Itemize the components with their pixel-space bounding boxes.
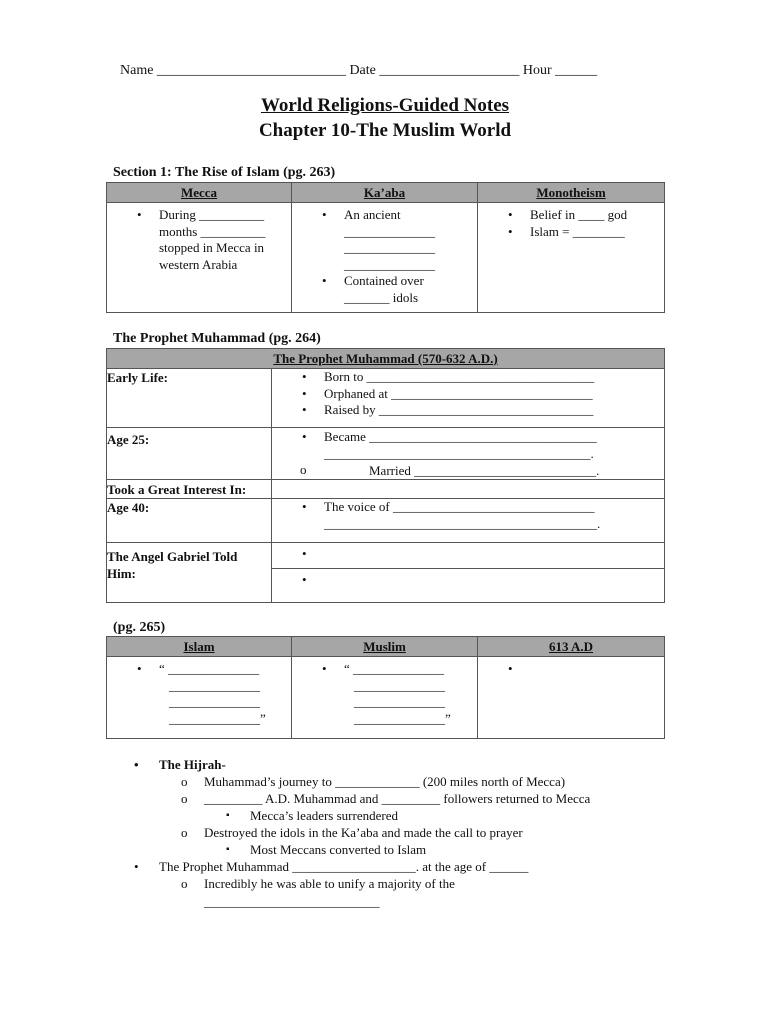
- born-to: • Born to ___________________________________: [324, 369, 664, 386]
- mono-bullet-2: • Islam = ________: [530, 224, 664, 241]
- gabriel-cell-1[interactable]: [272, 543, 665, 569]
- date-field[interactable]: Date ____________________: [349, 63, 520, 78]
- page-title: World Religions-Guided Notes: [260, 95, 510, 116]
- kaaba-bullet-2: • Contained over _______ idols: [344, 273, 477, 306]
- interest-cell[interactable]: [272, 480, 665, 499]
- col-613: 613 A.D: [478, 637, 665, 657]
- header-line: [113, 47, 597, 79]
- col-kaaba: Ka’aba: [292, 183, 478, 203]
- kaaba-bullet-1: • An ancient ______________ ______________ ______________: [344, 207, 477, 273]
- interest-label: Took a Great Interest In:: [107, 480, 272, 499]
- unify-line: ___________________________: [204, 894, 380, 909]
- mecca-bullet: • During __________ months __________ stopped in Mecca in western Arabia: [159, 207, 291, 273]
- col-monotheism: Monotheism: [478, 183, 665, 203]
- orphaned-at: • Orphaned at _______________________________: [324, 386, 664, 403]
- section3-table: [106, 636, 665, 739]
- islam-cell[interactable]: [107, 657, 292, 739]
- islam-bullet: • “ ______________ ______________ ______________ ______________”: [159, 661, 291, 727]
- age25-cell[interactable]: [272, 428, 665, 480]
- converted-item: ▪ Most Meccans converted to Islam: [134, 841, 590, 858]
- unify-item: o Incredibly he was able to unify a majority of the: [134, 875, 590, 892]
- raised-by: • Raised by _________________________________: [324, 402, 664, 419]
- 613-bullet: [530, 661, 664, 678]
- hijrah-outline: [134, 756, 590, 910]
- age25-label: Age 25:: [107, 428, 272, 480]
- destroyed-item: o Destroyed the idols in the Ka’aba and made the call to prayer: [134, 824, 590, 841]
- gabriel-cell-2[interactable]: [272, 569, 665, 603]
- gabriel-bullet-2: [324, 572, 664, 589]
- age40-label: Age 40:: [107, 499, 272, 543]
- mono-bullet-1: • Belief in ____ god: [530, 207, 664, 224]
- prophet-age-item: • The Prophet Muhammad ___________________. at the age of ______: [134, 858, 590, 875]
- mecca-cell[interactable]: [107, 203, 292, 313]
- col-mecca: Mecca: [107, 183, 292, 203]
- returned-item: o _________ A.D. Muhammad and _________ followers returned to Mecca: [134, 790, 590, 807]
- prophet-table-title: The Prophet Muhammad (570-632 A.D.): [107, 349, 665, 369]
- journey-item: o Muhammad’s journey to _____________ (200 miles north of Mecca): [134, 773, 590, 790]
- page-subtitle: Chapter 10-The Muslim World: [258, 120, 512, 141]
- 613-cell[interactable]: [478, 657, 665, 739]
- early-life-label: Early Life:: [107, 369, 272, 428]
- muslim-cell[interactable]: [292, 657, 478, 739]
- section3-heading: (pg. 265): [113, 620, 166, 635]
- monotheism-cell[interactable]: [478, 203, 665, 313]
- prophet-table: [106, 348, 665, 603]
- gabriel-bullet-1: [324, 546, 664, 563]
- surrendered-item: ▪ Mecca’s leaders surrendered: [134, 807, 590, 824]
- col-islam: Islam: [107, 637, 292, 657]
- early-life-cell[interactable]: [272, 369, 665, 428]
- voice-of: • The voice of _______________________________ __________________________________________.: [324, 499, 664, 532]
- became: • Became ___________________________________ _________________________________________.: [324, 429, 664, 462]
- section1-heading: Section 1: The Rise of Islam (pg. 263): [113, 165, 336, 180]
- kaaba-cell[interactable]: [292, 203, 478, 313]
- gabriel-label: The Angel Gabriel Told Him:: [107, 543, 272, 603]
- prophet-heading: The Prophet Muhammad (pg. 264): [113, 331, 321, 346]
- married: o Married ____________________________.: [272, 462, 664, 479]
- name-field[interactable]: Name ___________________________: [120, 63, 346, 78]
- hijrah-item: • The Hijrah-: [134, 756, 590, 773]
- col-muslim: Muslim: [292, 637, 478, 657]
- hour-field[interactable]: Hour ______: [522, 63, 598, 78]
- section1-table: [106, 182, 665, 313]
- muslim-bullet: • “ ______________ ______________ ______________ ______________”: [344, 661, 477, 727]
- age40-cell[interactable]: [272, 499, 665, 543]
